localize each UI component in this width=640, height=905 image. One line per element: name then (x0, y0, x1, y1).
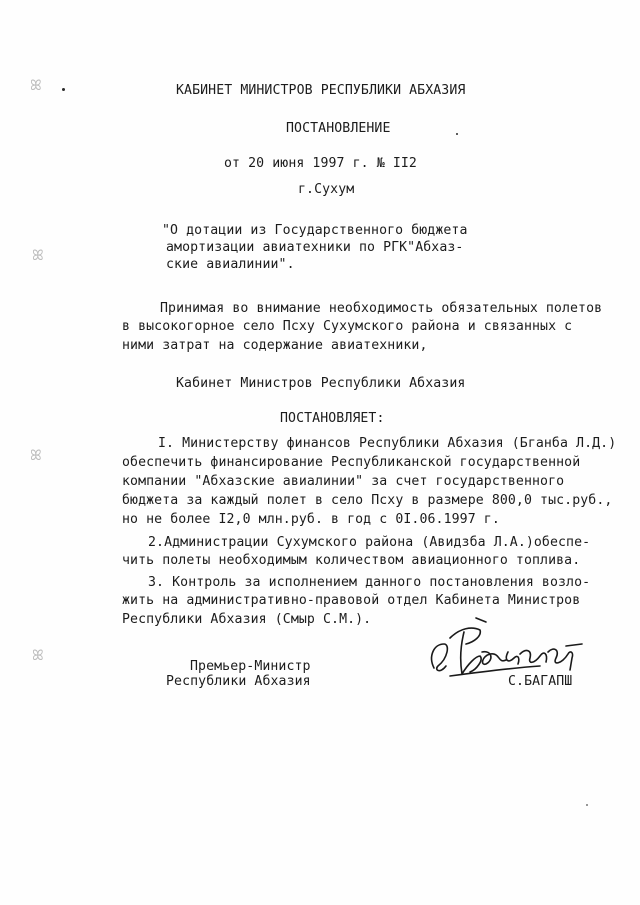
preamble-line: в высокогорное село Псху Сухумского района и связанных с (122, 319, 573, 334)
resolves-heading: ПОСТАНОВЛЯЕТ: (280, 411, 385, 426)
item-1-line: I. Министерству финансов Республики Абхазия (Бганба Л.Д.) (158, 436, 617, 451)
title-line: ские авиалинии". (166, 257, 295, 272)
scan-mark: ꕤ (30, 78, 42, 94)
organization-heading: КАБИНЕТ МИНИСТРОВ РЕСПУБЛИКИ АБХАЗИЯ (176, 83, 466, 98)
item-3-line: Республики Абхазия (Смыр С.М.). (122, 612, 372, 627)
item-2-line: чить полеты необходимым количеством авиационного топлива. (122, 553, 581, 568)
signatory-name: С.БАГАПШ (508, 674, 573, 689)
document-type: ПОСТАНОВЛЕНИЕ (286, 121, 391, 136)
title-line: амортизации авиатехники по РГК"Абхаз- (166, 240, 464, 255)
item-3-line: 3. Контроль за исполнением данного постановления возло- (148, 575, 591, 590)
handwritten-signature (420, 608, 600, 688)
scan-mark: ꕤ (32, 648, 44, 664)
preamble-line: ними затрат на содержание авиатехники, (122, 338, 428, 353)
scan-speck (586, 804, 588, 806)
signatory-position: Премьер-Министр (190, 659, 311, 674)
city: г.Сухум (298, 182, 355, 197)
item-2-line: 2.Администрации Сухумского района (Авидзба Л.А.)обеспе- (148, 535, 591, 550)
item-1-line: бюджета за каждый полет в село Псху в размере 800,0 тыс.руб., (122, 493, 613, 508)
title-line: "О дотации из Государственного бюджета (162, 223, 468, 238)
scan-mark: ꕤ (32, 248, 44, 264)
scan-mark: ꕤ (30, 448, 42, 464)
preamble-line: Принимая во внимание необходимость обязательных полетов (160, 301, 603, 316)
signatory-position: Республики Абхазия (166, 674, 311, 689)
item-1-line: обеспечить финансирование Республиканской государственной (122, 455, 581, 470)
issuer: Кабинет Министров Республики Абхазия (176, 376, 466, 391)
scan-speck (62, 88, 65, 91)
item-1-line: компании "Абхазские авиалинии" за счет государственного (122, 474, 565, 489)
date-number: от 20 июня 1997 г. № II2 (224, 156, 417, 171)
scan-speck (456, 133, 458, 135)
item-3-line: жить на административно-правовой отдел Кабинета Министров (122, 593, 581, 608)
item-1-line: но не более I2,0 млн.руб. в год с 0I.06.1997 г. (122, 512, 500, 527)
